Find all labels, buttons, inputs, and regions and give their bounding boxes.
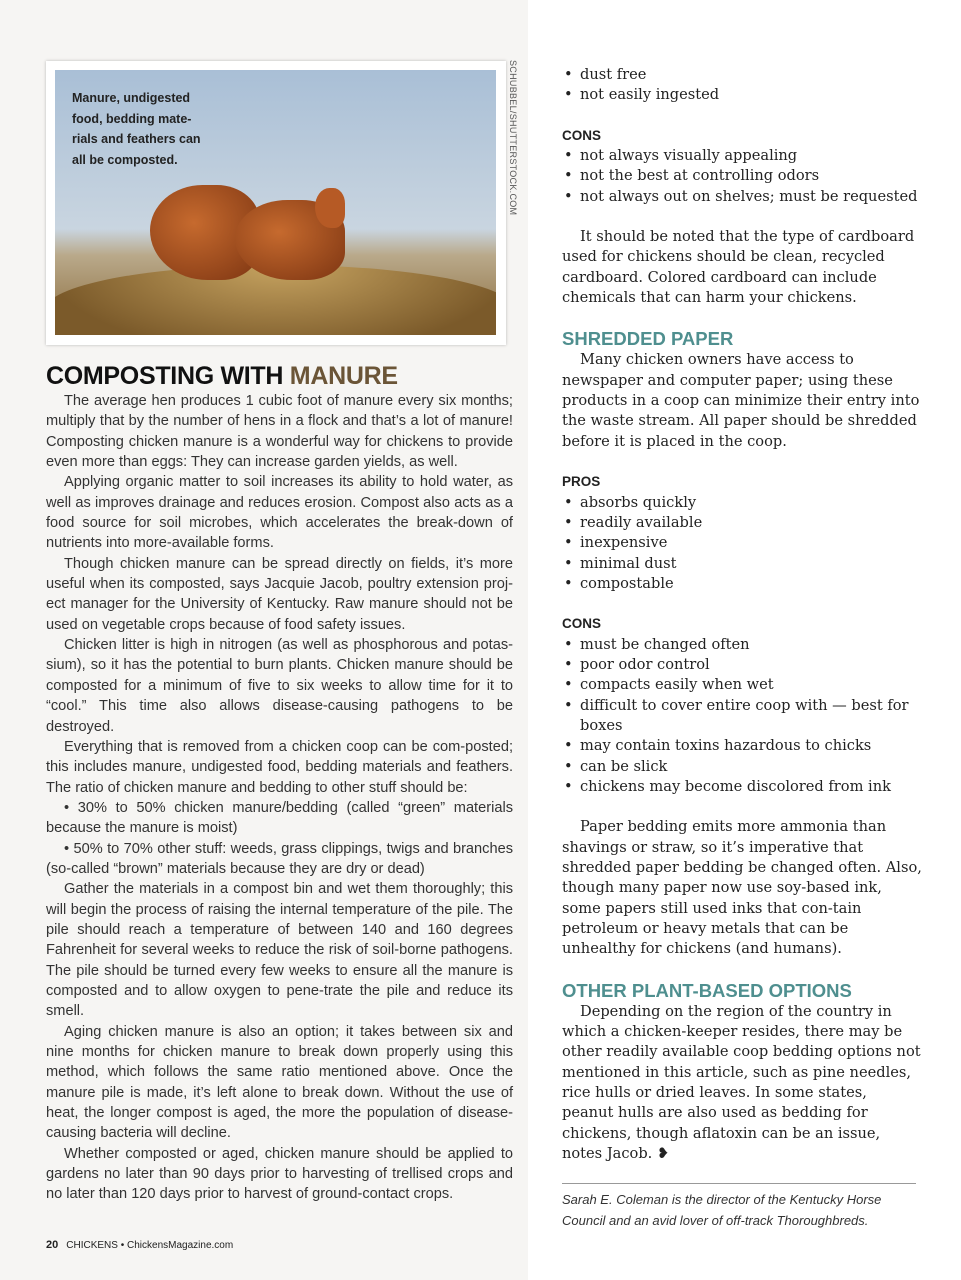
list-item: • compostable xyxy=(562,574,922,594)
list-item: • poor odor control xyxy=(562,655,922,675)
end-mark-icon: ❥ xyxy=(656,1145,670,1163)
page-footer xyxy=(46,1239,233,1251)
list-item: • may contain toxins hazardous to chicks xyxy=(562,736,922,756)
paragraph: Everything that is removed from a chicken coop can be com-posted; this includes manure, undigested food, bedding materials and feathers. The ratio of chicken manure and bedding to other stuff should be: xyxy=(46,738,513,796)
list-item: • not always out on shelves; must be requested xyxy=(562,187,922,207)
paragraph-text: Depending on the region of the country in which a chicken-keeper resides, there may be other readily available coop bedding options not mentioned in this article, such as pine needles, rice hulls or dried leaves. In some states, peanut hulls are also used as bedding for chickens, though aflatoxin can be an issue, notes Jacob. xyxy=(562,1002,921,1163)
cardboard-pros-list xyxy=(562,65,922,106)
list-item: • inexpensive xyxy=(562,533,922,553)
paper-cons-list xyxy=(562,635,922,798)
list-item: • minimal dust xyxy=(562,554,922,574)
list-item: • not easily ingested xyxy=(562,85,922,105)
paragraph: Aging chicken manure is also an option; it takes between six and nine months for chicken manure to break down properly using this method, which follows the same ratio mentioned above. Once the manure pile is made, it’s left alone to break down. Without the use of heat, the longer compost is aged, the more the population of disease-causing bacteria will decline. xyxy=(46,1023,513,1142)
list-item: • must be changed often xyxy=(562,635,922,655)
list-item: • can be slick xyxy=(562,757,922,777)
cons-label: CONS xyxy=(562,127,602,143)
title-accent: MANURE xyxy=(289,362,398,390)
list-item: • readily available xyxy=(562,513,922,533)
cardboard-cons-list xyxy=(562,146,922,207)
magazine-name: CHICKENS xyxy=(66,1240,118,1251)
magazine-site: ChickensMagazine.com xyxy=(127,1240,234,1251)
paragraph: The average hen produces 1 cubic foot of manure every six months; multiply that by the number of hens in a flock and that’s a lot of manure! Composting chicken manure is a wonderful way for chickens to provide even more than eggs: They can increase garden yields, as well. xyxy=(46,393,513,471)
paragraph xyxy=(562,1002,922,1165)
article-title xyxy=(46,362,398,391)
list-item: • difficult to cover entire coop with — best for boxes xyxy=(562,696,922,737)
paragraph: Whether composted or aged, chicken manure should be applied to gardens no later than 90 days prior to harvesting of trellised crops and no later than 120 days prior to harvest of ground-contact crops. xyxy=(46,1145,513,1203)
hen-head xyxy=(315,188,345,228)
paragraph: It should be noted that the type of cardboard used for chickens should be clean, recycled cardboard. Colored cardboard can include chemicals that can harm your chickens. xyxy=(562,228,915,307)
paragraph: Chicken litter is high in nitrogen (as well as phosphorous and potas-sium), so it has the potential to burn plants. Chicken manure should be composted for a minimum of five to six weeks to allow time for it to “cool.” This time also allows disease-causing pathogens to be destroyed. xyxy=(46,637,513,735)
ratio-item: • 50% to 70% other stuff: weeds, grass clippings, twigs and branches (so-called “brown” materials because they are dry or dead) xyxy=(46,840,513,877)
paragraph: Applying organic matter to soil increases its ability to hold water, as well as improves drainage and reduces erosion. Compost also acts as a food source for soil microbes, which accelerates the break-down of nutrients into more-available forms. xyxy=(46,474,513,552)
paragraph: Many chicken owners have access to newspaper and computer paper; using these products in a coop can minimize their entry into the waste stream. All paper should be shredded before it is placed in the coop. xyxy=(562,351,920,450)
list-item: • chickens may become discolored from ink xyxy=(562,777,922,797)
paragraph: Though chicken manure can be spread directly on fields, it’s more useful when its composted, says Jacquie Jacob, poultry extension proj-ect manager for the University of Kentucky. Raw manure should not be used on vegetable crops because of food safety issues. xyxy=(46,555,513,633)
ratio-item: • 30% to 50% chicken manure/bedding (called “green” materials because the manure is moist) xyxy=(46,799,513,837)
list-item: • not the best at controlling odors xyxy=(562,166,922,186)
list-item: • dust free xyxy=(562,65,922,85)
paragraph: Paper bedding emits more ammonia than shavings or straw, so it’s imperative that shredded paper bedding be changed often. Also, though many paper now use soy-based ink, some papers still used inks that con-tain petroleum or heavy metals that can be unhealthy for chickens (and humans). xyxy=(562,818,922,958)
list-item: • compacts easily when wet xyxy=(562,675,922,695)
section-heading-other-options: OTHER PLANT-BASED OPTIONS xyxy=(562,979,852,1001)
title-main: COMPOSTING WITH xyxy=(46,362,290,390)
cons-label: CONS xyxy=(562,616,602,632)
footer-separator: • xyxy=(120,1240,125,1251)
author-bio: Sarah E. Coleman is the director of the Kentucky Horse Council and an avid lover of off-track Thoroughbreds. xyxy=(562,1183,916,1231)
photo-caption: Manure, undigested food, bedding mate-rials and feathers can all be composted. xyxy=(72,91,201,167)
photo-credit: SCHUBBEL/SHUTTERSTOCK.COM xyxy=(508,60,518,216)
paragraph: Gather the materials in a compost bin and wet them thoroughly; this will begin the process of raising the internal temperature of the pile. The pile should reach a temperature of between 140 and 160 degrees Fahrenheit for several weeks to reduce the risk of soil-borne pathogens. The pile should be turned every few weeks to ensure all the manure is composted and to allow oxygen to pene-trate the pile and reduce its smell. xyxy=(46,881,513,1020)
list-item: • not always visually appealing xyxy=(562,146,922,166)
right-column-body xyxy=(562,65,922,1164)
page-number: 20 xyxy=(46,1239,59,1251)
section-heading-shredded-paper: SHREDDED PAPER xyxy=(562,328,734,350)
paper-pros-list xyxy=(562,493,922,595)
pros-label: PROS xyxy=(562,474,601,490)
left-column-body xyxy=(46,391,513,1205)
list-item: • absorbs quickly xyxy=(562,493,922,513)
